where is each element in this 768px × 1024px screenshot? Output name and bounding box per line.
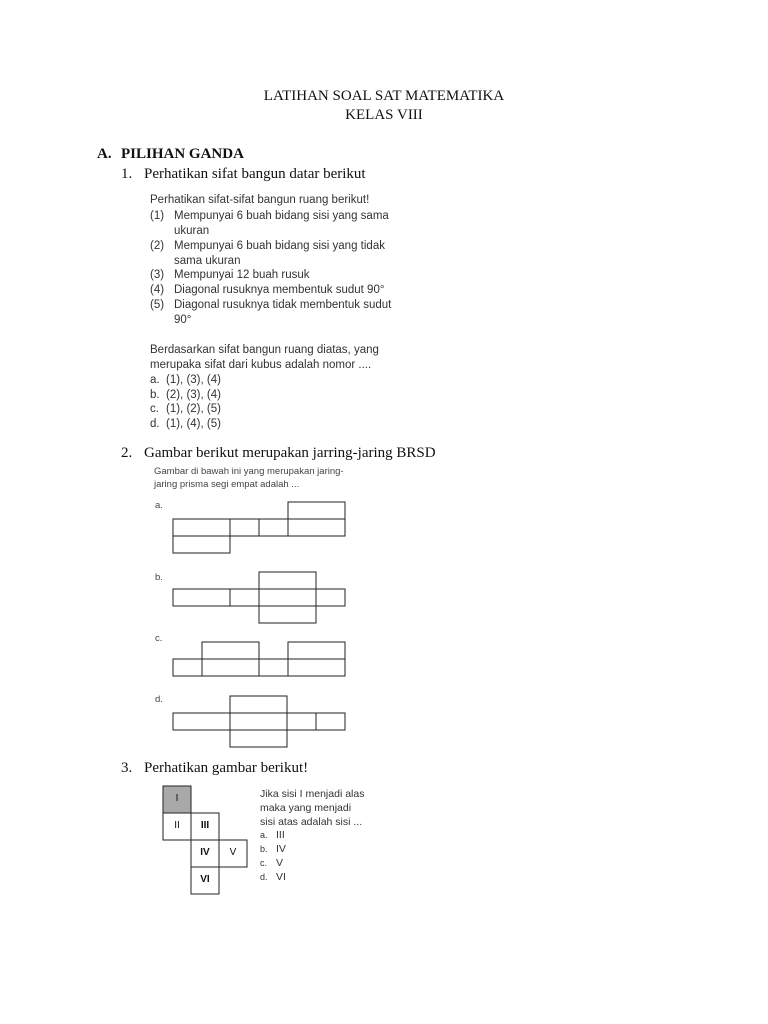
option-letter: b. — [260, 844, 268, 854]
option-letter: a. — [260, 830, 268, 840]
option-letter: a. — [155, 500, 163, 511]
question-prompt: Gambar berikut merupakan jarring-jaring BRSD — [144, 445, 436, 461]
property-number: (2) — [150, 240, 165, 252]
question-number: 3. — [121, 760, 133, 776]
section-heading: PILIHAN GANDA — [121, 146, 244, 162]
property-number: (3) — [150, 269, 165, 281]
property-text: Mempunyai 6 buah bidang sisi yang tidak — [174, 240, 385, 252]
property-text: sama ukuran — [174, 255, 241, 267]
question-intro: Gambar di bawah ini yang merupakan jaring- — [154, 466, 344, 477]
property-text: Mempunyai 12 buah rusuk — [174, 269, 310, 281]
option-letter: b. — [150, 389, 160, 401]
question-prompt: Perhatikan gambar berikut! — [144, 760, 309, 776]
question-text: merupaka sifat dari kubus adalah nomor .... — [150, 359, 372, 371]
property-text: Mempunyai 6 buah bidang sisi yang sama — [174, 210, 389, 222]
option-letter: d. — [150, 418, 160, 430]
property-text: ukuran — [174, 225, 210, 237]
option-letter: d. — [260, 872, 268, 882]
option-text: VI — [276, 871, 286, 883]
question-number: 1. — [121, 166, 133, 182]
property-text: 90° — [174, 314, 192, 326]
question-intro: jaring prisma segi empat adalah ... — [154, 479, 300, 490]
question-text: Jika sisi I menjadi alas — [260, 788, 365, 800]
option-text: (1), (3), (4) — [166, 374, 221, 386]
section-letter: A. — [97, 146, 112, 162]
option-text: (1), (4), (5) — [166, 418, 221, 430]
property-number: (1) — [150, 210, 165, 222]
page-subtitle: KELAS VIII — [345, 107, 423, 123]
question-text: sisi atas adalah sisi ... — [260, 816, 363, 828]
property-number: (5) — [150, 299, 165, 311]
question-text: Berdasarkan sifat bangun ruang diatas, yang — [150, 344, 379, 356]
question-prompt: Perhatikan sifat bangun datar berikut — [144, 166, 366, 182]
face-label: III — [200, 820, 210, 831]
property-text: Diagonal rusuknya tidak membentuk sudut — [174, 299, 392, 311]
option-letter: c. — [260, 858, 268, 868]
option-text: IV — [276, 843, 286, 855]
option-letter: c. — [150, 403, 159, 415]
page-title: LATIHAN SOAL SAT MATEMATIKA — [263, 88, 505, 104]
face-label: V — [229, 847, 237, 858]
option-text: III — [276, 829, 285, 841]
option-letter: b. — [155, 572, 163, 583]
option-text: (1), (2), (5) — [166, 403, 221, 415]
option-text: (2), (3), (4) — [166, 389, 221, 401]
question-intro: Perhatikan sifat-sifat bangun ruang berikut! — [150, 194, 370, 206]
option-letter: c. — [155, 633, 163, 644]
option-letter: d. — [155, 694, 163, 705]
question-text: maka yang menjadi — [260, 802, 352, 814]
question-number: 2. — [121, 445, 133, 461]
face-label: IV — [200, 847, 210, 858]
face-label: VI — [200, 874, 210, 885]
option-letter: a. — [150, 374, 160, 386]
property-number: (4) — [150, 284, 165, 296]
option-text: V — [276, 857, 284, 869]
face-label: II — [174, 820, 180, 831]
property-text: Diagonal rusuknya membentuk sudut 90° — [174, 284, 385, 296]
face-label: I — [175, 793, 179, 804]
